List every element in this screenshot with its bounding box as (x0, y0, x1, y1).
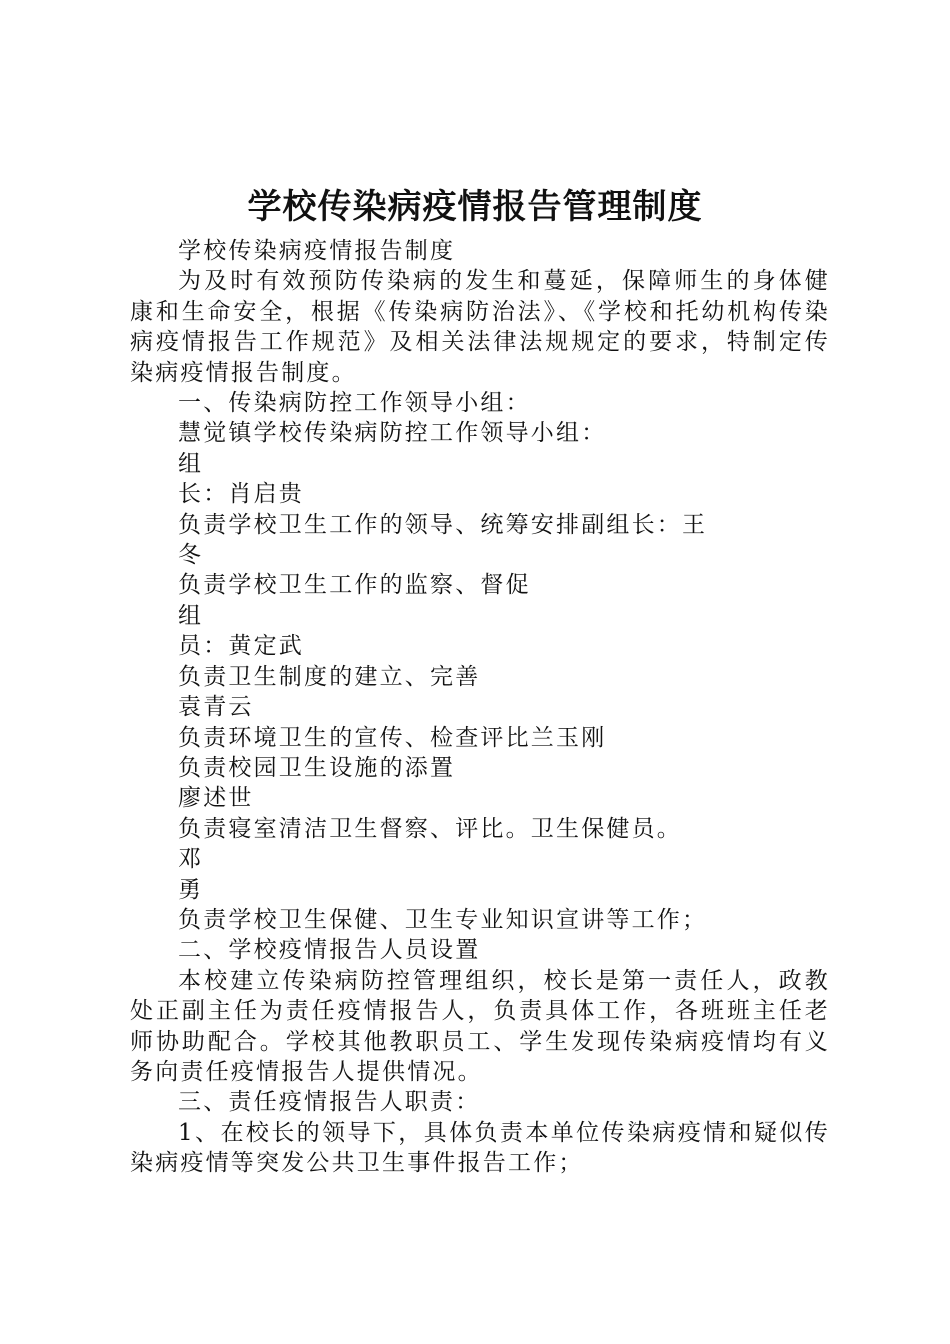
paragraph: 负责卫生制度的建立、完善 (178, 663, 481, 690)
paragraph: 负责校园卫生设施的添置 (178, 754, 456, 781)
document-body (130, 236, 830, 1179)
paragraph: 慧觉镇学校传染病防控工作领导小组： (178, 420, 607, 447)
paragraph: 1、在校长的领导下，具体负责本单位传染病疫情和疑似传染病疫情等突发公共卫生事件报告工作； (130, 1119, 830, 1177)
paragraph: 为及时有效预防传染病的发生和蔓延，保障师生的身体健康和生命安全，根据《传染病防治法》、《学校和托幼机构传染病疫情报告工作规范》及相关法律法规规定的要求，特制定传染病疫情报告制度。 (130, 268, 830, 386)
document-title: 学校传染病疫情报告管理制度 (247, 187, 703, 227)
paragraph: 长：肖启贵 (178, 481, 304, 508)
paragraph: 负责学校卫生工作的监察、督促 (178, 572, 531, 599)
paragraph: 负责环境卫生的宣传、检查评比兰玉刚 (178, 724, 607, 751)
paragraph: 勇 (178, 876, 204, 903)
paragraph: 三、责任疫情报告人职责： (178, 1089, 481, 1116)
paragraph: 学校传染病疫情报告制度 (178, 238, 456, 264)
paragraph: 负责寝室清洁卫生督察、评比。卫生保健员。 (178, 815, 682, 842)
paragraph: 负责学校卫生工作的领导、统筹安排副组长：王 (178, 511, 708, 538)
paragraph: 组 (178, 450, 204, 477)
paragraph: 邓 (178, 846, 204, 873)
paragraph: 负责学校卫生保健、卫生专业知识宣讲等工作； (178, 906, 708, 933)
paragraph: 袁青云 (178, 694, 254, 721)
paragraph: 冬 (178, 542, 204, 569)
paragraph: 组 (178, 602, 204, 629)
paragraph: 廖述世 (178, 785, 254, 812)
paragraph: 二、学校疫情报告人员设置 (178, 937, 481, 964)
paragraph: 本校建立传染病防控管理组织，校长是第一责任人，政教处正副主任为责任疫情报告人，负责具体工作，各班班主任老师协助配合。学校其他教职员工、学生发现传染病疫情均有义务向责任疫情报告人提供情况。 (130, 967, 830, 1085)
paragraph: 员：黄定武 (178, 633, 304, 660)
paragraph: 一、传染病防控工作领导小组： (178, 390, 531, 417)
